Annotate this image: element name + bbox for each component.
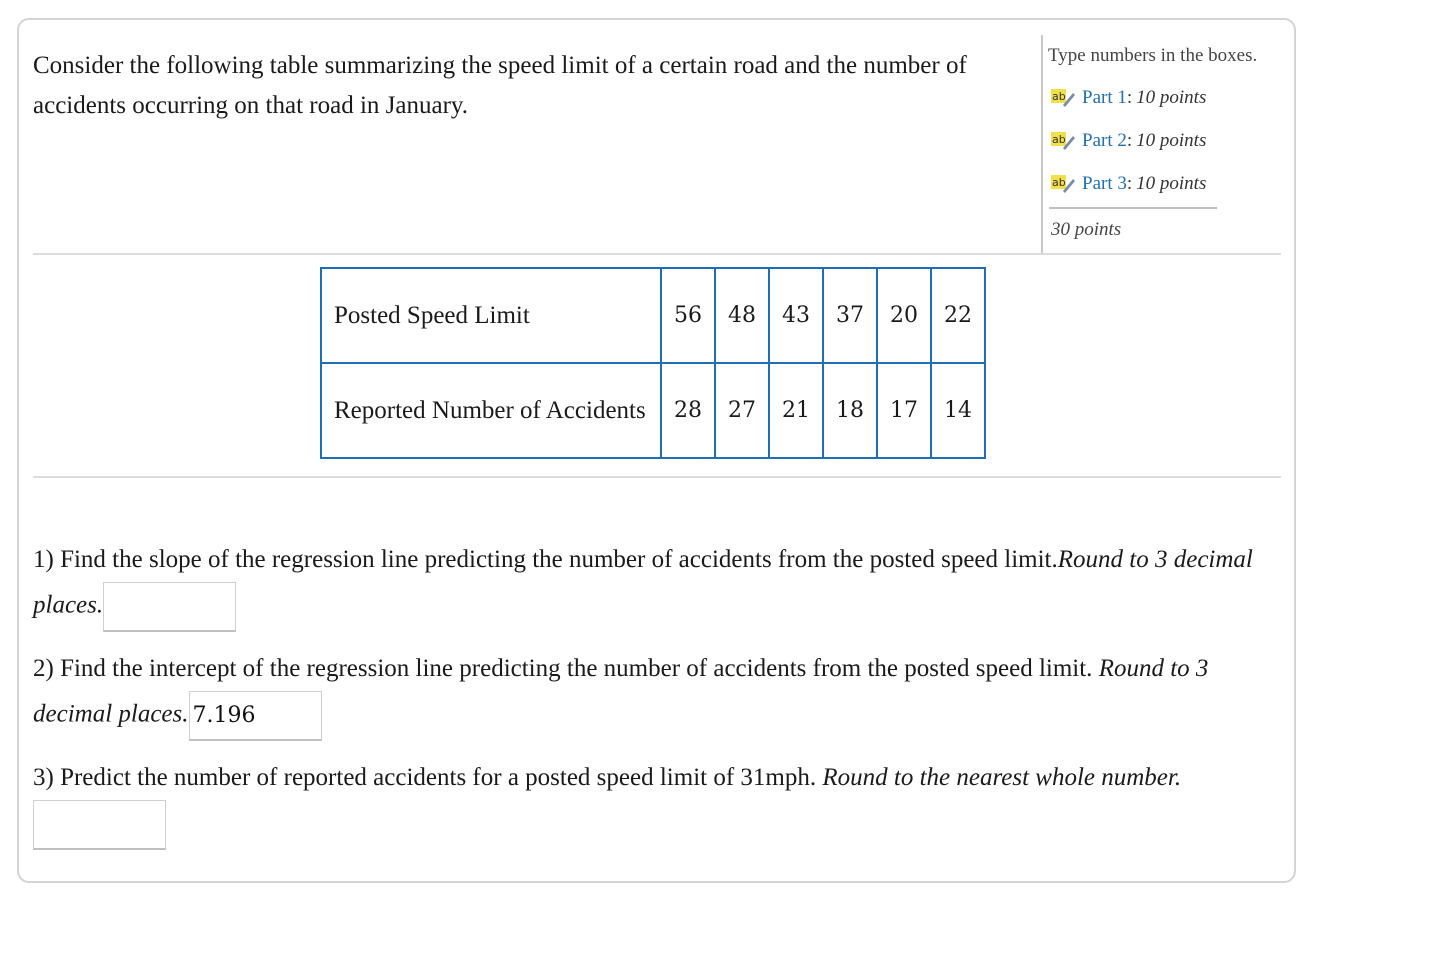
question-2 <box>33 647 1293 741</box>
answer-input-3[interactable] <box>33 800 166 850</box>
question-3-instruction: Round to the nearest whole number. <box>822 764 1182 791</box>
table-cell: 43 <box>769 268 823 363</box>
question-3 <box>33 756 1293 850</box>
table-cell: 56 <box>661 268 715 363</box>
sidebar-divider <box>1049 207 1217 209</box>
data-table <box>320 267 986 459</box>
sidebar-part-2[interactable]: ab Part 2 : 10 points <box>1052 130 1207 151</box>
question-2-instruction: Round to 3 decimal places. <box>33 655 1209 728</box>
sidebar-hint: Type numbers in the boxes. <box>1048 45 1258 66</box>
table-cell: 28 <box>661 363 715 458</box>
table-cell: 18 <box>823 363 877 458</box>
sidebar-part-1[interactable]: ab Part 1 : 10 points <box>1052 87 1207 108</box>
table-cell: 21 <box>769 363 823 458</box>
row-header: Posted Speed Limit <box>321 268 661 363</box>
question-intro: Consider the following table summarizing the speed limit of a certain road and the number of accidents occurring on that road in January. <box>33 52 967 119</box>
divider-bottom <box>33 476 1281 478</box>
answer-input-2[interactable]: 7.196 <box>189 691 322 741</box>
part-points: 10 points <box>1136 130 1207 151</box>
parts-sidebar <box>1041 35 1283 253</box>
question-1-instruction: Round to 3 decimal places. <box>33 546 1253 619</box>
part-label[interactable]: Part 1 <box>1082 87 1127 108</box>
table-cell: 17 <box>877 363 931 458</box>
answer-input-1[interactable] <box>103 582 236 632</box>
table-row-accidents <box>321 363 985 458</box>
text-entry-icon <box>1050 88 1076 108</box>
table-cell: 14 <box>931 363 985 458</box>
sidebar-part-3[interactable]: ab Part 3 : 10 points <box>1052 173 1207 194</box>
question-1-text: 1) Find the slope of the regression line predicting the number of accidents from the posted speed limit. <box>33 546 1058 573</box>
divider-top <box>33 253 1281 255</box>
table-cell: 22 <box>931 268 985 363</box>
table-cell: 48 <box>715 268 769 363</box>
part-points: 10 points <box>1136 173 1207 194</box>
part-points: 10 points <box>1136 87 1207 108</box>
question-2-text: 2) Find the intercept of the regression line predicting the number of accidents from the posted speed limit. <box>33 655 1099 682</box>
text-entry-icon <box>1050 174 1076 194</box>
sidebar-total-points: 30 points <box>1051 219 1122 240</box>
table-cell: 27 <box>715 363 769 458</box>
row-header: Reported Number of Accidents <box>321 363 661 458</box>
question-1 <box>33 538 1293 632</box>
question-3-text: 3) Predict the number of reported accidents for a posted speed limit of 31mph. <box>33 764 823 791</box>
table-cell: 20 <box>877 268 931 363</box>
part-label[interactable]: Part 2 <box>1082 130 1127 151</box>
svg-text:ab: ab <box>1052 90 1066 103</box>
text-entry-icon <box>1050 131 1076 151</box>
svg-text:ab: ab <box>1052 133 1066 146</box>
table-row-speed <box>321 268 985 363</box>
svg-text:ab: ab <box>1052 176 1066 189</box>
table-cell: 37 <box>823 268 877 363</box>
part-label[interactable]: Part 3 <box>1082 173 1127 194</box>
